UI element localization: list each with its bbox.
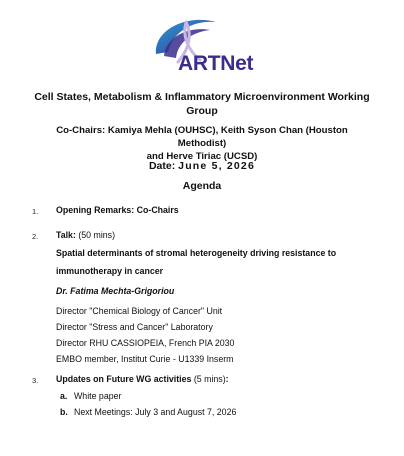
- affiliation-line: Director "Chemical Biology of Cancer" Unit: [56, 306, 223, 316]
- item-talk: Talk: (50 mins): [56, 230, 115, 240]
- item-number: 2.: [32, 232, 39, 241]
- item-updates: Updates on Future WG activities (5 mins):: [56, 374, 229, 384]
- item-number: 3.: [32, 376, 39, 385]
- subitem-letter: b.: [60, 407, 68, 417]
- co-chairs: Co-Chairs: Kamiya Mehla (OUHSC), Keith Syson Chan (Houston Methodist) and Herve Tiriac (UCSD): [56, 125, 348, 162]
- subitem-white-paper: White paper: [74, 391, 122, 401]
- talk-title-line: immunotherapy in cancer: [56, 266, 164, 276]
- affiliation-line: EMBO member, Institut Curie - U1339 Inserm: [56, 354, 234, 364]
- item-number: 1.: [32, 207, 39, 216]
- subitem-next-meetings: Next Meetings: July 3 and August 7, 2026: [74, 407, 237, 417]
- meeting-date: Date: June 5, 2026: [148, 160, 256, 172]
- logo-text: ARTNet: [178, 52, 254, 75]
- talk-title-line: Spatial determinants of stromal heterogeneity driving resistance to: [56, 248, 337, 258]
- affiliation-line: Director RHU CASSIOPEIA, French PIA 2030: [56, 338, 235, 348]
- agenda-heading: Agenda: [182, 180, 222, 192]
- speaker-name: Dr. Fatima Mechta-Grigoriou: [56, 286, 175, 296]
- working-group-title: Cell States, Metabolism & Inflammatory Microenvironment Working Group: [34, 91, 370, 117]
- subitem-letter: a.: [60, 391, 68, 401]
- item-opening-remarks: Opening Remarks: Co-Chairs: [56, 205, 179, 215]
- affiliation-line: Director "Stress and Cancer" Laboratory: [56, 322, 213, 332]
